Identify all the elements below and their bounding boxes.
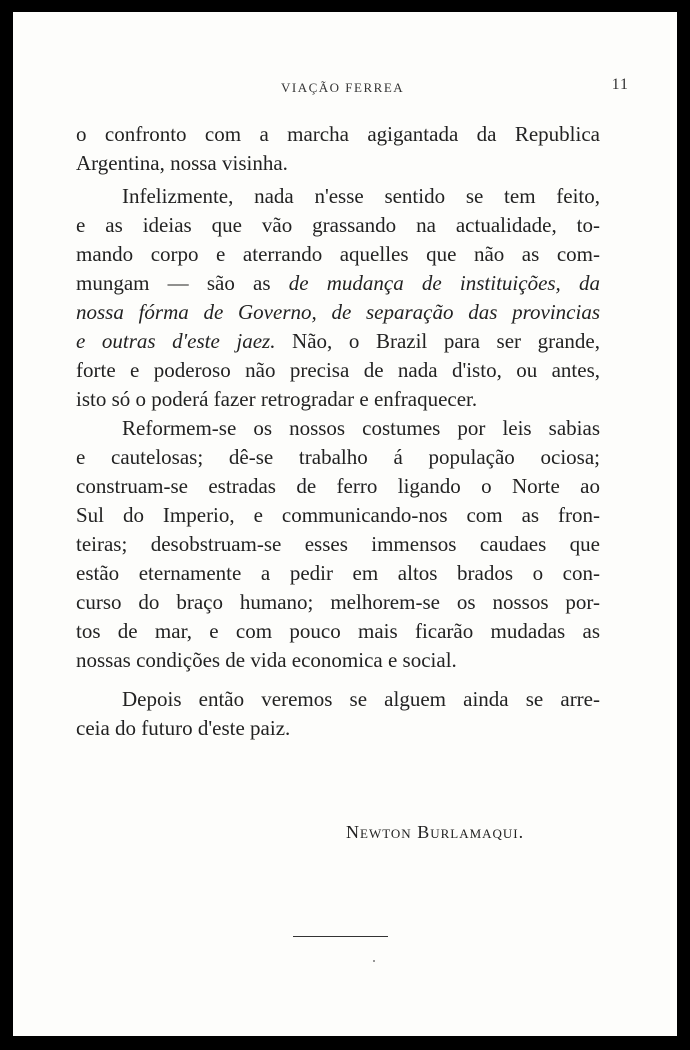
- running-head: [13, 72, 677, 102]
- book-page: [13, 12, 677, 1036]
- text-line: curso do braço humano; melhorem-se os nossos por-: [76, 590, 600, 614]
- text-line: ceia do futuro d'este paiz.: [76, 716, 291, 740]
- running-title: VIAÇÃO FERREA: [281, 80, 405, 95]
- paragraph-2: [76, 182, 600, 414]
- text-line-italic: [76, 298, 600, 327]
- body-text: [76, 120, 600, 743]
- text-plain: Não, o Brazil para ser grande,: [275, 329, 600, 353]
- text-line-mixed: [76, 327, 600, 356]
- text-line: e as ideias que vão grassando na actualidade, to-: [76, 213, 600, 237]
- text-line: construam-se estradas de ferro ligando o Norte ao: [76, 474, 600, 498]
- printer-speck: [373, 960, 375, 962]
- text-line: mando corpo e aterrando aquelles que não as com-: [76, 242, 600, 266]
- text-line: nossas condições de vida economica e social.: [76, 648, 457, 672]
- text-italic: e outras d'este jaez.: [76, 329, 276, 353]
- text-line: Sul do Imperio, e communicando-nos com as fron-: [76, 503, 600, 527]
- paragraph-1: [76, 120, 600, 178]
- paragraph-3: [76, 414, 600, 675]
- text-line: teiras; desobstruam-se esses immensos caudaes que: [76, 532, 600, 556]
- closing-rule: [293, 936, 388, 937]
- text-line: isto só o poderá fazer retrogradar e enfraquecer.: [76, 387, 478, 411]
- text-line: forte e poderoso não precisa de nada d'isto, ou antes,: [76, 358, 600, 382]
- text-line: Argentina, nossa visinha.: [76, 151, 288, 175]
- paragraph-4: [76, 685, 600, 743]
- text-line: e cautelosas; dê-se trabalho á população ociosa;: [76, 445, 600, 469]
- text-line: estão eternamente a pedir em altos brados o con-: [76, 561, 600, 585]
- text-italic: nossa fórma de Governo, de separação das provincias: [76, 300, 600, 324]
- text-line: Reformem-se os nossos costumes por leis sabias: [122, 416, 600, 440]
- page-number: 11: [611, 76, 629, 93]
- text-plain: mungam — são as: [76, 271, 289, 295]
- text-line: tos de mar, e com pouco mais ficarão mudadas as: [76, 619, 600, 643]
- text-italic: de mudança de instituições, da: [288, 271, 600, 295]
- text-line: Infelizmente, nada n'esse sentido se tem feito,: [122, 184, 600, 208]
- text-line-mixed: [76, 269, 600, 298]
- text-line: Depois então veremos se alguem ainda se arre-: [122, 687, 600, 711]
- author-signature: Newton Burlamaqui.: [346, 822, 525, 842]
- text-line: o confronto com a marcha agigantada da Republica: [76, 122, 600, 146]
